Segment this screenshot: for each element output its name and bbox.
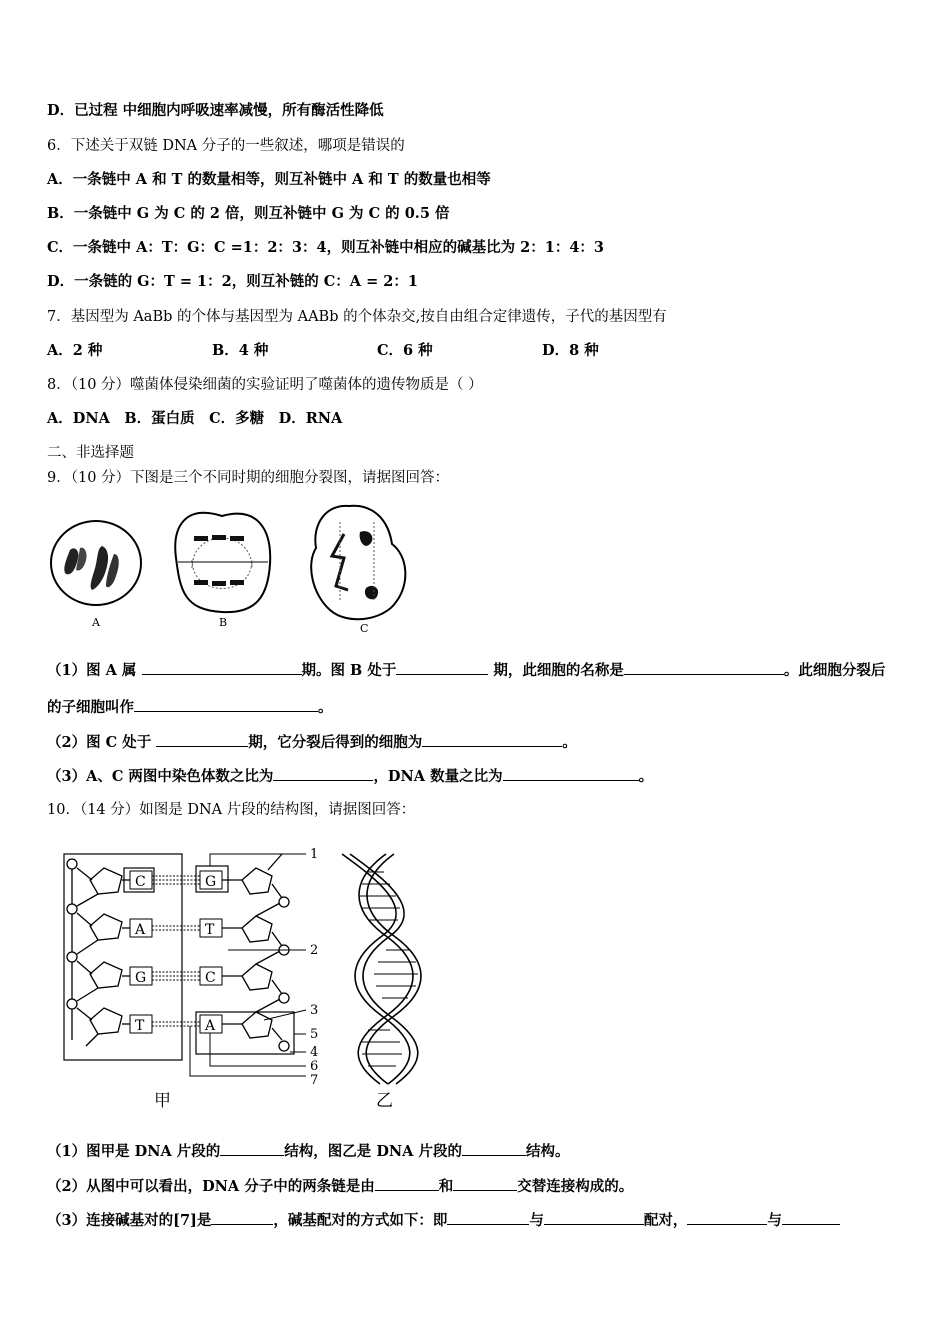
cell-c-diagram — [311, 506, 405, 619]
double-helix — [342, 854, 421, 1084]
base-right-3: C — [205, 970, 216, 986]
q9-blank-3[interactable] — [624, 660, 784, 675]
q10-p2-text-a: （2）从图中可以看出，DNA 分子中的两条链是由 — [47, 1178, 375, 1195]
q6-option-b: B．一条链中 G 为 C 的 2 倍，则互补链中 G 为 C 的 0.5 倍 — [47, 205, 450, 222]
callout-5: 5 — [310, 1027, 319, 1042]
q10-blank-1[interactable] — [220, 1141, 284, 1156]
q7-option-d: D．8 种 — [542, 342, 599, 359]
q10-blank-4[interactable] — [453, 1176, 517, 1191]
q9-blank-2[interactable] — [396, 660, 488, 675]
q10-blank-3[interactable] — [375, 1176, 439, 1191]
q10-blank-9[interactable] — [782, 1210, 840, 1225]
base-left-2: A — [135, 922, 146, 938]
q10-p3-text-b: ，碱基配对的方式如下：即 — [273, 1212, 448, 1229]
q9-p2-text-c: 。 — [562, 734, 577, 751]
cell-a-diagram — [51, 521, 141, 605]
cell-b-diagram — [175, 513, 270, 612]
q8-stem: 8．（10 分）噬菌体侵染细菌的实验证明了噬菌体的遗传物质是（ ） — [47, 377, 483, 393]
base-left-3: G — [135, 970, 147, 986]
base-left-1: C — [135, 874, 146, 890]
left-strand-frame — [64, 854, 182, 1060]
q7-option-b: B．4 种 — [212, 342, 269, 359]
q9-stem: 9．（10 分）下图是三个不同时期的细胞分裂图，请据图回答： — [47, 470, 450, 486]
q10-blank-5[interactable] — [211, 1210, 273, 1225]
q9-cell-division-figure — [44, 498, 424, 640]
q10-p2-text-c: 交替连接构成的。 — [517, 1178, 634, 1195]
q10-p1-text-a: （1）图甲是 DNA 片段的 — [47, 1143, 221, 1160]
callout-1: 1 — [310, 847, 319, 862]
q10-part3 — [47, 1210, 840, 1231]
base-left-4: T — [135, 1018, 145, 1034]
q9-p3-text-b: ，DNA 数量之比为 — [373, 768, 503, 785]
q10-p3-text-e: 与 — [767, 1212, 782, 1229]
label-jia: 甲 — [154, 1091, 171, 1110]
section-heading: 二、非选择题 — [47, 445, 134, 461]
left-backbone — [67, 859, 130, 1046]
hydrogen-bonds — [152, 876, 200, 1026]
q9-p3-text-c: 。 — [638, 768, 654, 785]
q10-part1 — [47, 1141, 569, 1162]
q10-blank-8[interactable] — [687, 1210, 767, 1225]
q6-stem: 6．下述关于双链 DNA 分子的一些叙述，哪项是错误的 — [47, 138, 405, 154]
q9-blank-4[interactable] — [134, 697, 318, 712]
q10-blank-2[interactable] — [462, 1141, 526, 1156]
q9-blank-6[interactable] — [422, 732, 562, 747]
q9-p1-text-c: 期，此细胞的名称是 — [493, 662, 624, 679]
cell-c-label: C — [360, 622, 369, 635]
callout-7: 7 — [310, 1073, 319, 1088]
q10-p1-text-c: 结构。 — [525, 1143, 570, 1160]
callout-3: 3 — [310, 1003, 319, 1018]
q9-blank-1[interactable] — [142, 660, 302, 675]
base-right-1: G — [205, 874, 217, 890]
q9-p1-text-a: （1）图 A 属 — [47, 662, 137, 679]
q9-part1-line1 — [47, 660, 885, 681]
q5-option-d: D．已过程 中细胞内呼吸速率减慢，所有酶活性降低 — [47, 102, 384, 119]
q9-part2 — [47, 732, 577, 753]
q7-option-a: A．2 种 — [47, 342, 103, 359]
q6-option-c: C．一条链中 A：T：G：C =1：2：3：4，则互补链中相应的碱基比为 2：1：4：3 — [47, 239, 605, 256]
q10-stem: 10．（14 分）如图是 DNA 片段的结构图，请据图回答： — [47, 802, 416, 818]
q9-part3 — [47, 766, 653, 787]
q10-p3-text-c: 与 — [529, 1212, 544, 1229]
q7-option-c: C．6 种 — [377, 342, 433, 359]
q9-p1-text-d: 。此细胞分裂后 — [783, 662, 886, 679]
cell-b-label: B — [219, 616, 228, 629]
callout-4: 4 — [310, 1045, 319, 1060]
q10-p3-text-a: （3）连接碱基对的[7]是 — [47, 1212, 212, 1229]
q9-p1-text-f: 。 — [318, 699, 333, 716]
helix-rungs — [360, 872, 418, 1066]
cell-a-label: A — [92, 616, 100, 629]
q9-p1-text-e: 的子细胞叫作 — [47, 699, 134, 716]
base-right-4: A — [205, 1018, 216, 1034]
q9-p2-text-b: 期，它分裂后得到的细胞为 — [248, 734, 423, 751]
label-yi: 乙 — [376, 1091, 393, 1110]
q10-part2 — [47, 1176, 633, 1197]
q7-stem: 7．基因型为 AaBb 的个体与基因型为 AABb 的个体杂交,按自由组合定律遗传，子代的基因型有 — [47, 309, 667, 325]
q10-p2-text-b: 和 — [438, 1178, 454, 1195]
right-backbone — [222, 854, 289, 1051]
q9-blank-5[interactable] — [156, 732, 248, 747]
q10-p3-text-d: 配对， — [643, 1212, 688, 1229]
q10-dna-structure-figure — [50, 840, 450, 1110]
q6-option-d: D．一条链的 G：T = 1：2，则互补链的 C：A = 2：1 — [47, 273, 418, 290]
q10-blank-6[interactable] — [447, 1210, 529, 1225]
q7-options — [47, 341, 599, 361]
q10-p1-text-b: 结构，图乙是 DNA 片段的 — [284, 1143, 462, 1160]
q10-blank-7[interactable] — [544, 1210, 644, 1225]
q9-blank-7[interactable] — [273, 766, 373, 781]
q9-part1-line2 — [47, 697, 333, 718]
q6-option-a: A．一条链中 A 和 T 的数量相等，则互补链中 A 和 T 的数量也相等 — [47, 171, 491, 188]
callout-2: 2 — [310, 943, 319, 958]
callout-6: 6 — [310, 1059, 319, 1074]
q9-p2-text-a: （2）图 C 处于 — [47, 734, 152, 751]
base-right-2: T — [205, 922, 215, 938]
q9-p3-text-a: （3）A、C 两图中染色体数之比为 — [47, 768, 274, 785]
q8-options: A．DNA B．蛋白质 C．多糖 D．RNA — [47, 410, 343, 427]
q9-blank-8[interactable] — [503, 766, 639, 781]
q9-p1-text-b: 期。图 B 处于 — [301, 662, 397, 679]
